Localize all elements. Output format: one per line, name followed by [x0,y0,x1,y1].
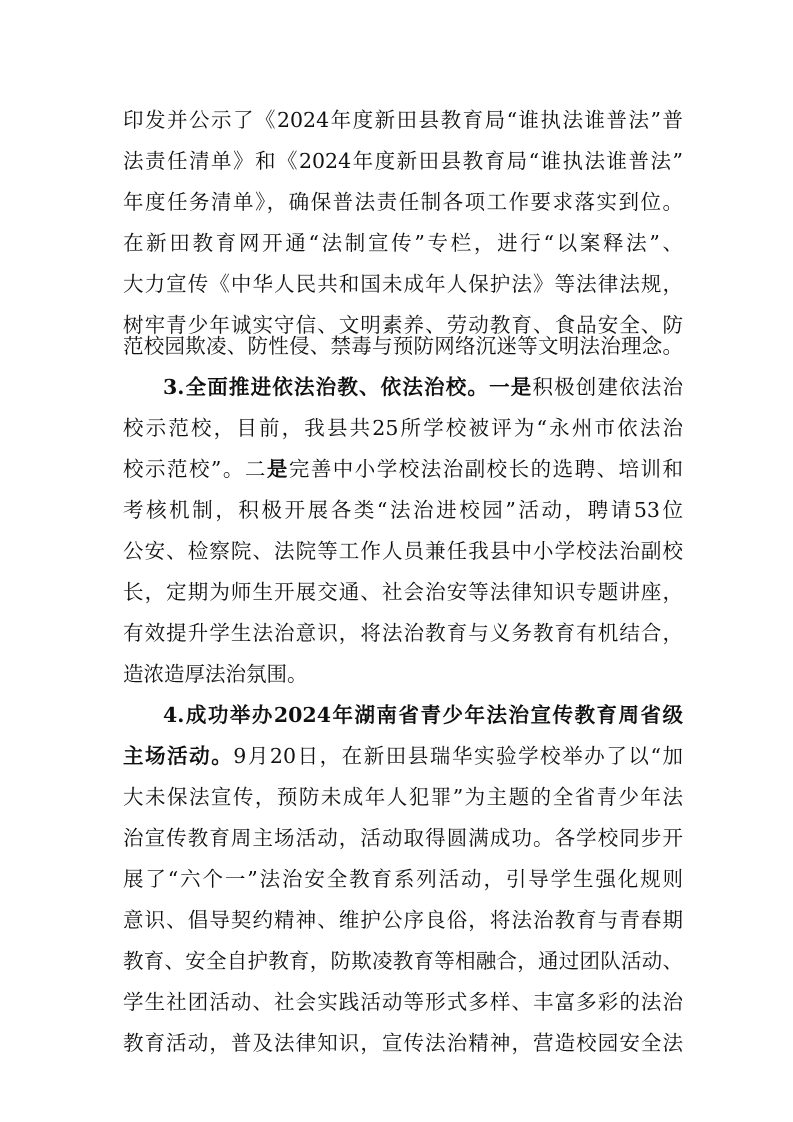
paragraph-line: 学生社团活动、社会实践活动等形式多样、丰富多彩的法治 [123,990,683,1014]
section-3-text: 积极创建依法治 [532,375,684,399]
paragraph-line: 年度任务清单》，确保普法责任制各项工作要求落实到位。 [123,190,683,214]
paragraph-line: 展了“六个一”法治安全教育系列活动，引导学生强化规则 [123,867,683,891]
section-4-heading: 4.成功举办2024年湖南省青少年法治宣传教育周省级 [163,703,683,727]
section-3-text: 校示范校”。二 [123,457,267,481]
section-3-text: 完善中小学校法治副校长的选聘、培训和 [288,457,684,481]
paragraph-line: 考核机制，积极开展各类“法治进校园”活动，聘请53位 [123,498,683,522]
section-3-heading: 3.全面推进依法治教、依法治校。 [163,375,490,399]
paragraph-line: 教育、安全自护教育，防欺凌教育等相融合，通过团队活动、 [123,949,683,973]
paragraph-line: 造浓造厚法治氛围。 [123,662,308,686]
section-3-first-line [163,367,683,407]
paragraph-line: 教育活动，普及法律知识，宣传法治精神，营造校园安全法 [123,1031,683,1055]
section-4-text: 9月20日，在新田县瑞华实验学校举办了以“加 [233,744,684,768]
paragraph-line: 意识、倡导契约精神、维护公序良俗，将法治教育与青春期 [123,908,683,932]
paragraph-line: 大力宣传《中华人民共和国未成年人保护法》等法律法规， [123,272,683,296]
section-4-heading: 主场活动。 [123,744,234,768]
section-3-lead: 是 [266,457,289,481]
paragraph-line: 印发并公示了《2024年度新田县教育局“谁执法谁普法”普 [123,108,683,132]
paragraph-line: 法责任清单》和《2024年度新田县教育局“谁执法谁普法” [123,149,683,173]
section-3-lead: 一是 [489,375,533,399]
paragraph-line [123,449,683,489]
section-4-second-line [123,736,683,776]
paragraph-line: 校示范校，目前，我县共25所学校被评为“永州市依法治 [123,416,683,440]
paragraph-line: 有效提升学生法治意识，将法治教育与义务教育有机结合， [123,621,683,645]
paragraph-line: 治宣传教育周主场活动，活动取得圆满成功。各学校同步开 [123,826,683,850]
paragraph-line: 树牢青少年诚实守信、文明素养、劳动教育、食品安全、防 [123,313,683,337]
paragraph-line: 大未保法宣传，预防未成年人犯罪”为主题的全省青少年法 [123,785,683,809]
paragraph-line: 在新田教育网开通“法制宣传”专栏，进行“以案释法”、 [123,231,683,255]
paragraph-line: 公安、检察院、法院等工作人员兼任我县中小学校法治副校 [123,539,683,563]
paragraph-line: 范校园欺凌、防性侵、禁毒与预防网络沉迷等文明法治理念。 [123,334,683,358]
paragraph-line: 长，定期为师生开展交通、社会治安等法律知识专题讲座， [123,580,683,604]
